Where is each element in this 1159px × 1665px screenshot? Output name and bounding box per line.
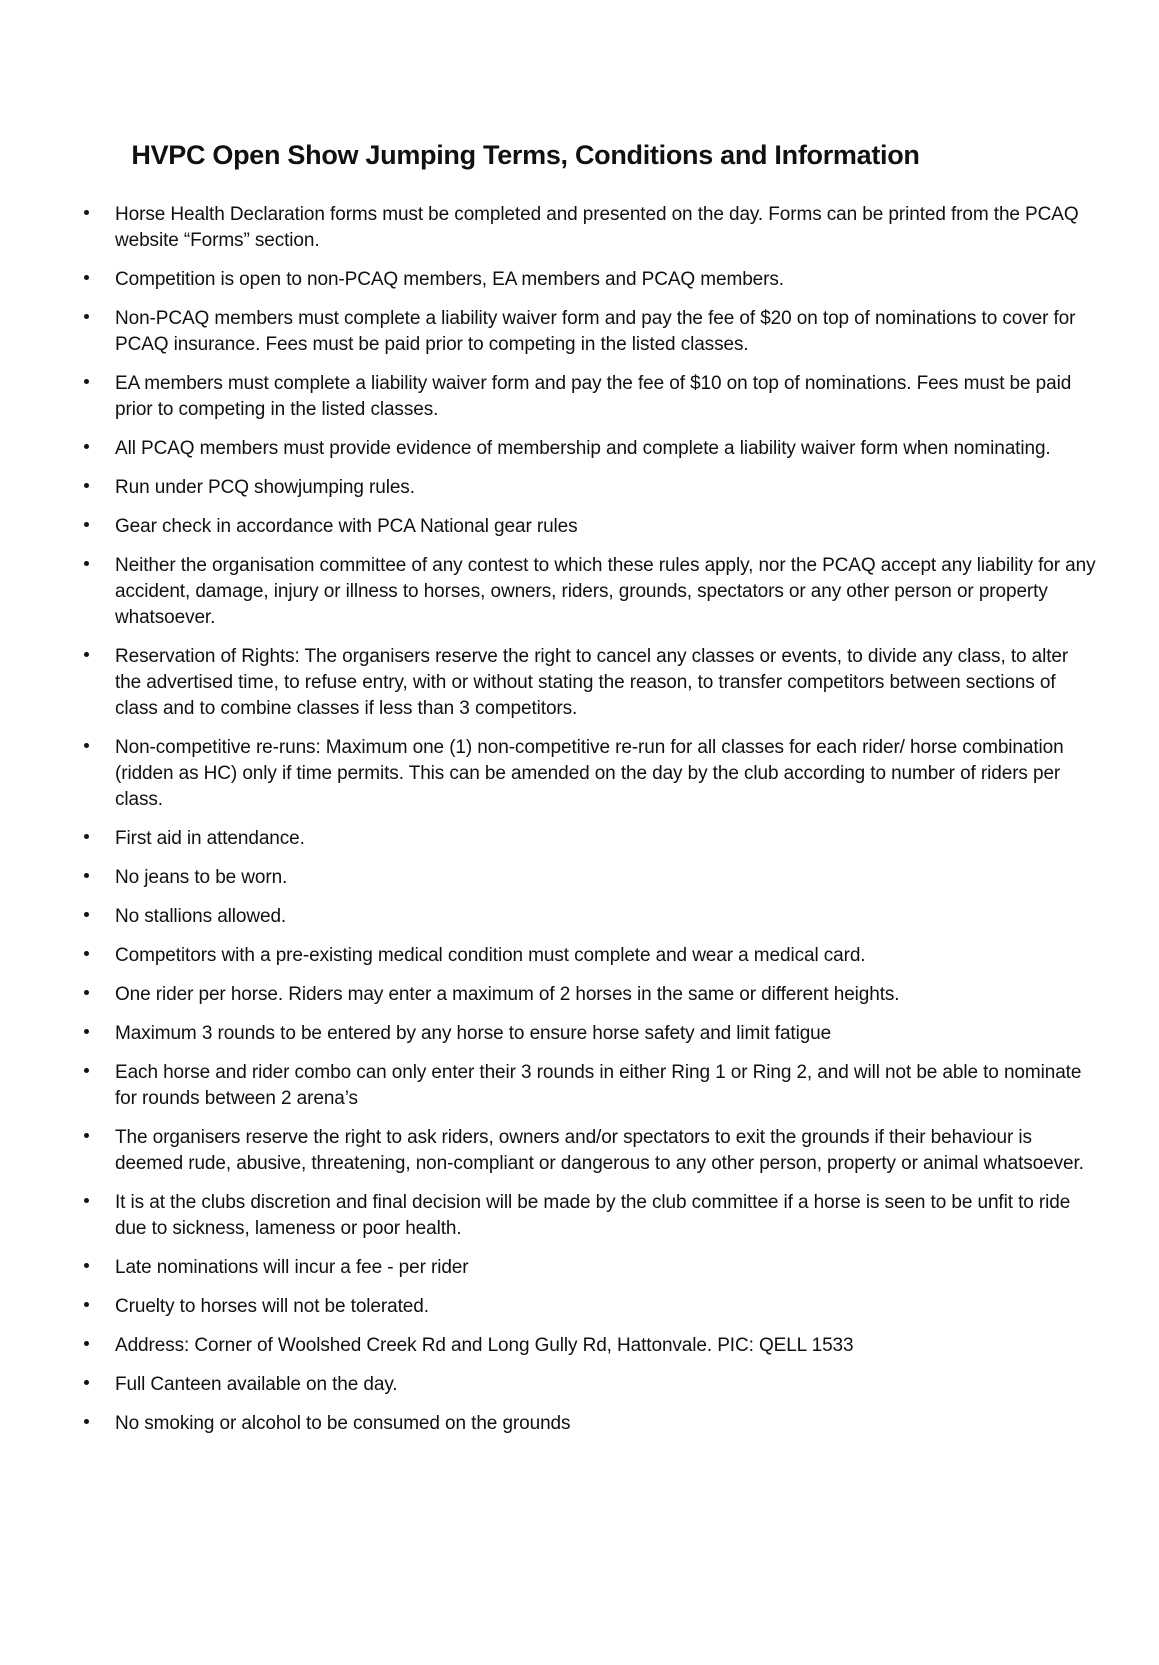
list-item (82, 904, 1097, 930)
bullet-icon (84, 743, 89, 748)
list-item (82, 644, 1097, 722)
bullet-text: All PCAQ members must provide evidence of membership and complete a liability waiver form when nominating. (115, 438, 1051, 459)
bullet-text: Late nominations will incur a fee - per rider (115, 1257, 469, 1278)
list-item (82, 826, 1097, 852)
bullet-icon (84, 275, 89, 280)
list-item (82, 1021, 1097, 1047)
bullet-text: It is at the clubs discretion and final decision will be made by the club committee if a horse is seen to be unfit to ride due to sickness, lameness or poor health. (115, 1192, 1071, 1239)
bullet-icon (84, 951, 89, 956)
bullet-text: Non-competitive re-runs: Maximum one (1) non-competitive re-run for all classes for each rider/ horse combination (ridden as HC) only if time permits. This can be amended on the day by the club according to number of riders per class. (115, 737, 1064, 810)
list-item (82, 1060, 1097, 1112)
list-item (82, 553, 1097, 631)
bullet-icon (84, 912, 89, 917)
bullet-icon (84, 1419, 89, 1424)
bullet-text: Non-PCAQ members must complete a liability waiver form and pay the fee of $20 on top of nominations to cover for PCAQ insurance. Fees must be paid prior to competing in the listed classes. (115, 308, 1076, 355)
bullet-text: First aid in attendance. (115, 828, 305, 849)
bullet-icon (84, 1302, 89, 1307)
list-item (82, 982, 1097, 1008)
bullet-text: One rider per horse. Riders may enter a maximum of 2 horses in the same or different heights. (115, 984, 900, 1005)
bullet-text: Full Canteen available on the day. (115, 1374, 398, 1395)
list-item (82, 475, 1097, 501)
bullet-icon (84, 379, 89, 384)
bullet-text: Run under PCQ showjumping rules. (115, 477, 415, 498)
bullet-icon (84, 873, 89, 878)
list-item (82, 1190, 1097, 1242)
bullet-text: Gear check in accordance with PCA National gear rules (115, 516, 578, 537)
bullet-icon (84, 1198, 89, 1203)
bullet-text: Maximum 3 rounds to be entered by any horse to ensure horse safety and limit fatigue (115, 1023, 832, 1044)
bullet-icon (84, 561, 89, 566)
bullet-text: Each horse and rider combo can only enter their 3 rounds in either Ring 1 or Ring 2, and will not be able to nominate for rounds between 2 arena’s (115, 1062, 1082, 1109)
bullet-icon (84, 990, 89, 995)
list-item (82, 1411, 1097, 1437)
bullet-icon (84, 444, 89, 449)
bullet-text: EA members must complete a liability waiver form and pay the fee of $10 on top of nominations. Fees must be paid prior to competing in the listed classes. (115, 373, 1072, 420)
bullet-icon (84, 1341, 89, 1346)
bullet-text: Reservation of Rights: The organisers reserve the right to cancel any classes or events, to divide any class, to alter the advertised time, to refuse entry, with or without stating the reason, to transfer competitors between sections of class and to combine classes if less than 3 competitors. (115, 646, 1069, 719)
bullet-icon (84, 652, 89, 657)
bullet-text: The organisers reserve the right to ask riders, owners and/or spectators to exit the grounds if their behaviour is deemed rude, abusive, threatening, non-compliant or dangerous to any other person, property or animal whatsoever. (115, 1127, 1084, 1174)
bullet-icon (84, 1133, 89, 1138)
bullet-text: No stallions allowed. (115, 906, 287, 927)
bullet-text: No smoking or alcohol to be consumed on the grounds (115, 1413, 571, 1434)
terms-bullet-list (82, 202, 1097, 1437)
bullet-icon (84, 522, 89, 527)
bullet-text: Neither the organisation committee of any contest to which these rules apply, nor the PCAQ accept any liability for any accident, damage, injury or illness to horses, owners, riders, grounds, spectators or any other person or property whatsoever. (115, 555, 1096, 628)
bullet-text: Competition is open to non-PCAQ members, EA members and PCAQ members. (115, 269, 784, 290)
bullet-text: Horse Health Declaration forms must be completed and presented on the day. Forms can be printed from the PCAQ website “Forms” section. (115, 204, 1079, 251)
list-item (82, 514, 1097, 540)
list-item (82, 865, 1097, 891)
list-item (82, 267, 1097, 293)
page-title: HVPC Open Show Jumping Terms, Conditions and Information (131, 140, 920, 170)
list-item (82, 1333, 1097, 1359)
list-item (82, 306, 1097, 358)
bullet-icon (84, 1263, 89, 1268)
list-item (82, 1294, 1097, 1320)
bullet-text: Competitors with a pre-existing medical condition must complete and wear a medical card. (115, 945, 866, 966)
bullet-icon (84, 483, 89, 488)
bullet-text: Address: Corner of Woolshed Creek Rd and Long Gully Rd, Hattonvale. PIC: QELL 1533 (115, 1335, 854, 1356)
bullet-icon (84, 1380, 89, 1385)
bullet-icon (84, 1029, 89, 1034)
bullet-text: No jeans to be worn. (115, 867, 288, 888)
bullet-icon (84, 1068, 89, 1073)
list-item (82, 202, 1097, 254)
bullet-icon (84, 210, 89, 215)
list-item (82, 1125, 1097, 1177)
list-item (82, 1372, 1097, 1398)
list-item (82, 735, 1097, 813)
bullet-icon (84, 314, 89, 319)
bullet-text: Cruelty to horses will not be tolerated. (115, 1296, 429, 1317)
list-item (82, 943, 1097, 969)
list-item (82, 1255, 1097, 1281)
list-item (82, 436, 1097, 462)
list-item (82, 371, 1097, 423)
bullet-icon (84, 834, 89, 839)
